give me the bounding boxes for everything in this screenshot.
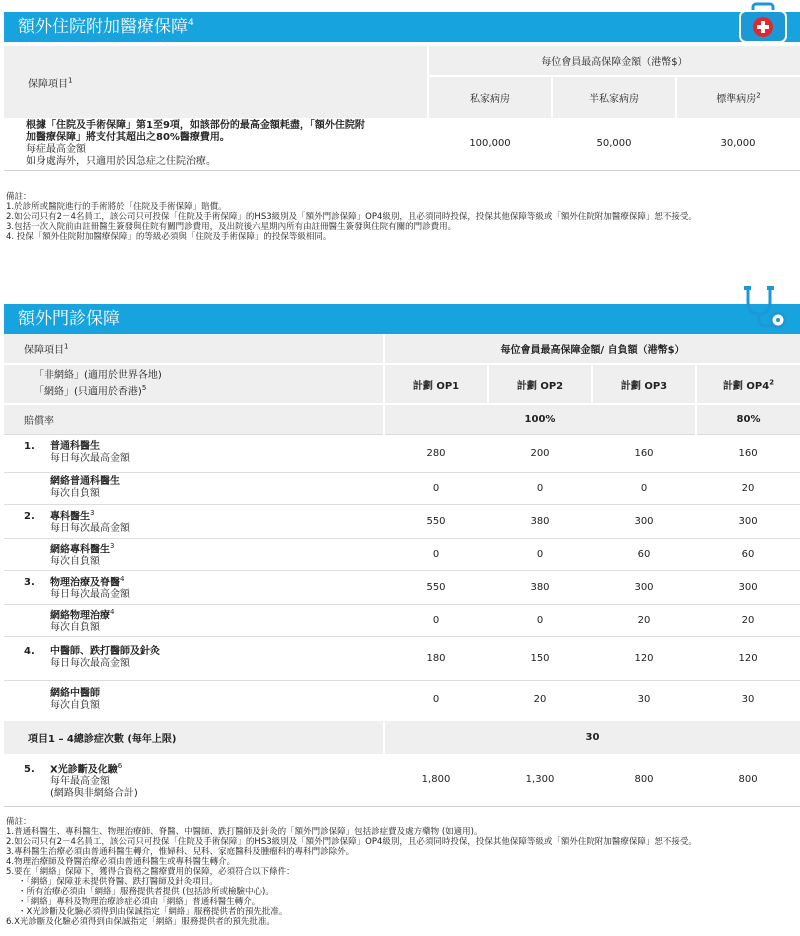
section1-banner — [4, 12, 800, 42]
plan-op2: 計劃 OP2 — [488, 364, 592, 404]
item-3-name: 3. 物理治療及脊醫$^4$ 每日每次最高金額 — [4, 570, 384, 604]
room-private: 私家病房 — [428, 76, 552, 118]
rate-op4: 80% — [696, 404, 800, 434]
table-row: 網絡普通科醫生 每次自負額 0 0 0 20 — [4, 472, 800, 504]
outpatient-table — [4, 334, 800, 807]
col-label: 保障項目$^1$ — [4, 46, 428, 118]
item-4-name: 4. 中醫師、跌打醫師及針灸 每日每次最高金額 — [4, 636, 384, 680]
table-row: 2. 專科醫生$^3$ 每日每次最高金額 550 380 300 300 — [4, 504, 800, 538]
rate-main: 100% — [384, 404, 696, 434]
value-private: 100,000 — [428, 118, 552, 170]
stethoscope-icon — [740, 284, 788, 330]
max-amount-header: 每位會員最高保障金額/ 自負額（港幣$） — [384, 334, 800, 364]
table-row: 網絡專科醫生$^3$ 每次自負額 0 0 60 60 — [4, 538, 800, 570]
inpatient-table — [4, 46, 800, 171]
section1-title: 額外住院附加醫療保障 — [18, 17, 188, 37]
item-2-network: 網絡專科醫生$^3$ 每次自負額 — [4, 538, 384, 570]
inpatient-description: 根據「住院及手術保障」第1至9項，如該部份的最高金額耗盡，「額外住院附 加醫療保障」將支付其超出之80%醫療費用。 每症最高金額 如身處海外，只適用於因急症之住院治療。 — [4, 118, 428, 170]
item-3-network: 網絡物理治療$^4$ 每次自負額 — [4, 604, 384, 636]
table-row: 4. 中醫師、跌打醫師及針灸 每日每次最高金額 180 150 120 120 — [4, 636, 800, 680]
col-label: 保障項目$^1$ — [4, 334, 384, 364]
item-1-name: 1. 普通科醫生 每日每次最高金額 — [4, 434, 384, 472]
table-row: 3. 物理治療及脊醫$^4$ 每日每次最高金額 550 380 300 300 — [4, 570, 800, 604]
section1-title-sup: 4 — [188, 18, 194, 28]
section2-notes: 備註： 1.普通科醫生、專科醫生、物理治療師、脊醫、中醫師、跌打醫師及針灸的「額外門診保障」包括診症費及處方藥物 (如適用)。 2.如公司只有2－4名員工，該公司只可投保「住院及手術保障」的HS3級別及「額外門診保障」OP4級別，且必須同時投保，投保其他保障等級或「額外住院附加醫療保障」恕不接受。 3.專科醫生治療必須由普通科醫生轉介，惟婦科、兒科、家庭醫科及腫瘤科的專科門診除外。 4.物理治療師及脊醫治療必須由普通科醫生或專科醫生轉介。 5.要在「網絡」保障下，獲得合資格之醫療費用的保障，必須符合以下條件： ・「網絡」保障並未提供脊醫、跌打醫師及針灸項目。 ・所有治療必須由「網絡」服務提供者提供 (包括診所或檢驗中心)。 ・「網絡」專科及物理治療診症必須由「網絡」普通科醫生轉介。 ・X光診斷及化驗必須得到由保誠指定「網絡」服務提供者的預先批准。 6.X光診斷及化驗必須得到由保誠指定「網絡」服務提供者的預先批准。 — [6, 817, 697, 927]
item-4-network: 網絡中醫師 每次自負額 — [4, 680, 384, 720]
network-label: 「非網絡」(適用於世界各地) 「網絡」(只適用於香港)$^5$ — [4, 364, 384, 404]
plan-op4: 計劃 $OP4^2$ — [696, 364, 800, 404]
plan-op1: 計劃 OP1 — [384, 364, 488, 404]
first-aid-kit-icon — [738, 2, 788, 44]
table-row: 網絡中醫師 每次自負額 0 20 30 30 — [4, 680, 800, 720]
room-standard: 標準病房$^2$ — [676, 76, 800, 118]
plan-op3: 計劃 OP3 — [592, 364, 696, 404]
rate-label: 賠償率 — [4, 404, 384, 434]
visits-label: 項目1 – 4總診症次數 (每年上限) — [4, 720, 384, 754]
max-amount-header: 每位會員最高保障金額（港幣$） — [428, 46, 800, 76]
section2-banner — [4, 304, 800, 334]
section2-title: 額外門診保障 — [18, 309, 120, 329]
table-row: 5. X光診斷及化驗$^6$ 每年最高金額 (網路與非網絡合計) 1,800 1,300 800 800 — [4, 754, 800, 806]
item-5-name: 5. X光診斷及化驗$^6$ 每年最高金額 (網路與非網絡合計) — [4, 754, 384, 806]
room-semi-private: 半私家病房 — [552, 76, 676, 118]
section1-notes: 備註： 1.於診所或醫院進行的手術將於「住院及手術保障」賠償。 2.如公司只有2－4名員工，該公司只可投保「住院及手術保障」的HS3級別及「額外門診保障」OP4級別，且必須同時投保，投保其他保障等級或「額外住院附加醫療保障」恕不接受。 3.包括一次入院前由註冊醫生簽發與住院有關門診費用，及出院後六星期內所有由註冊醫生簽發與住院有關的門診費用。 4. 投保「額外住院附加醫療保障」的等級必須與「住院及手術保障」的投保等級相同。 — [6, 192, 697, 242]
value-semi-private: 50,000 — [552, 118, 676, 170]
visits-value: 30 — [384, 720, 800, 754]
value-standard: 30,000 — [676, 118, 800, 170]
item-1-network: 網絡普通科醫生 每次自負額 — [4, 472, 384, 504]
item-2-name: 2. 專科醫生$^3$ 每日每次最高金額 — [4, 504, 384, 538]
table-row: 網絡物理治療$^4$ 每次自負額 0 0 20 20 — [4, 604, 800, 636]
table-row: 1. 普通科醫生 每日每次最高金額 280 200 160 160 — [4, 434, 800, 472]
